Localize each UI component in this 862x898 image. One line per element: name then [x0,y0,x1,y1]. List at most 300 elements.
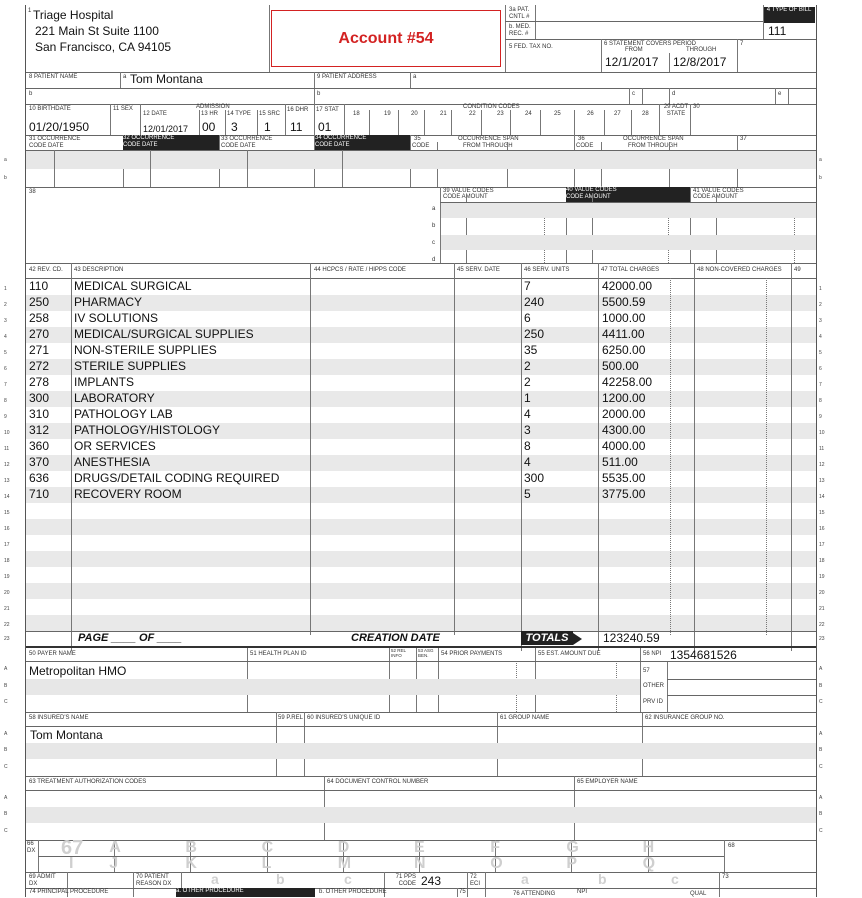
stat-label: 17 STAT [316,107,339,113]
birthdate: 01/20/1950 [29,120,90,134]
occ-row-a-right: a [819,157,822,163]
rev-code: 360 [29,439,50,453]
table-row [4,471,825,487]
row-number-right: 20 [819,590,825,596]
admit-hour: 00 [202,120,216,134]
payer-name-label: 50 PAYER NAME [29,651,76,657]
dcn-label: 64 DOCUMENT CONTROL NUMBER [327,779,429,785]
row-number-left: 15 [4,510,10,516]
total-charge: 5535.00 [602,471,646,485]
eci-a: a [521,871,529,887]
total-charge: 5500.59 [602,295,646,309]
rev-code: 310 [29,407,50,421]
row-number-right: 19 [819,574,825,580]
est-amount-label: 55 EST. AMOUNT DUE [538,651,601,657]
row-number-left: 14 [4,494,10,500]
insured-row-a-right: A [819,731,823,737]
row-number-right: 7 [819,382,822,388]
fed-tax-label: 5 FED. TAX NO. [509,44,553,50]
row-number-left: 4 [4,334,7,340]
service-units: 2 [524,359,531,373]
rel-info-label: 52 REL INFO [391,648,406,658]
dx-cell [38,856,115,872]
dx-cell [109,855,191,872]
p-rel-label: 59 P.REL [278,715,303,721]
rev-code: 110 [29,279,49,293]
ub04-claim-form [4,5,825,897]
other-procedure-a-label: a. OTHER PROCEDURE [176,888,315,897]
admit-date: 12/01/2017 [143,124,189,134]
row-number-right: 14 [819,494,825,500]
value-row-b: b [432,223,436,229]
field68-label: 68 [728,843,735,849]
unique-id-label: 60 INSURED'S UNIQUE ID [307,715,381,721]
payer-row-a-right: A [819,666,823,672]
description-label: 43 DESCRIPTION [74,267,124,273]
occ31-code-date: CODE DATE [29,143,64,149]
occ32-header [123,135,219,150]
eci-label: 72 ECI [470,874,481,887]
value40-code-amount: CODE AMOUNT [566,193,611,200]
dx-cell [261,839,344,856]
row-number-left: 11 [4,446,10,452]
occ34-label: 34 OCCURRENCE [315,135,367,141]
description: RECOVERY ROOM [74,487,182,501]
eci-c: c [671,871,679,887]
row-number-right: 18 [819,558,825,564]
description: LABORATORY [74,391,155,405]
description: PATHOLOGY/HISTOLOGY [74,423,221,437]
pps-code-label: 71 PPS CODE [395,874,416,887]
type-label: 14 TYPE [227,111,251,117]
row-23-right: 23 [819,636,825,642]
provider-address-line2: San Francisco, CA 94105 [35,40,172,54]
table-row [4,375,822,391]
insured-row-c: C [4,764,8,770]
field30-label: 30 [693,104,700,110]
value40-label: 40 VALUE CODES [566,187,617,193]
table-row [4,343,822,359]
row-number-left: 9 [4,414,7,420]
admit-dx-label: 69 ADMIT DX [29,874,56,887]
service-units: 35 [524,343,538,357]
rev-code: 270 [29,327,50,341]
occ31-label: 31 OCCURRENCE [29,136,81,142]
total-charge: 4300.00 [602,423,646,437]
service-units: 4 [524,455,531,469]
service-units: 2 [524,375,531,389]
auth-row-b-right: B [819,811,823,817]
rev-code: 300 [29,391,50,405]
statement-period-label: 6 STATEMENT COVERS PERIOD [604,41,697,47]
description: IV SOLUTIONS [74,311,159,325]
statement-from-label: FROM [625,47,643,53]
row-number-right: 6 [819,366,822,372]
cc-20: 20 [411,111,418,117]
dx-cell [337,855,420,872]
acdt-state-label: 29 ACDT STATE [663,104,689,117]
patient-name: Tom Montana [130,72,203,86]
sex-label: 11 SEX [113,106,133,112]
description: PATHOLOGY LAB [74,407,173,421]
occ33-code-date: CODE DATE [221,143,256,149]
service-units: 1 [524,391,531,405]
field38-label: 38 [29,189,36,195]
dx-letter: G [566,839,579,856]
statement-through-label: THROUGH [686,47,717,53]
account-number-box: Account #54 [271,10,501,67]
service-units: 300 [524,471,545,485]
total-charge: 1200.00 [602,391,646,405]
dx-cell [566,839,648,856]
row-number-right: 5 [819,350,822,356]
row-number-right: 15 [819,510,825,516]
table-row [4,423,825,439]
dx-cell [490,855,572,872]
row-number-left: 8 [4,398,7,404]
occ36-from-through: FROM THROUGH [628,143,678,149]
auth-row-a: A [4,795,8,801]
creation-date-label: CREATION DATE [351,632,440,644]
row-number-left: 10 [4,430,10,436]
total-charge: 3775.00 [602,487,646,501]
occ-row-b-right: b [819,175,822,181]
cc-28: 28 [642,111,649,117]
service-units: 8 [524,439,531,453]
med-rec-label: b. MED. REC. # [509,24,531,37]
occ35-code: CODE [412,143,430,149]
row-number-right: 9 [819,414,822,420]
row-number-right: 10 [819,430,825,436]
description: MEDICAL/SURGICAL SUPPLIES [74,327,254,341]
address-e: e [778,91,782,97]
cc-21: 21 [440,111,447,117]
row-number-right: 22 [819,622,825,628]
cc-22: 22 [469,111,476,117]
noncovered-label: 48 NON-COVERED CHARGES [697,267,782,273]
row-number-right: 1 [819,286,822,292]
dx-letter: O [490,855,503,872]
discharge-hour: 11 [290,120,303,134]
table-row [4,583,825,599]
total-charge: 4000.00 [602,439,646,453]
occ-row-a-left: a [4,157,7,163]
value39-code-amount: CODE AMOUNT [443,194,488,200]
row-number-right: 4 [819,334,822,340]
table-row [4,327,822,343]
total-charge: 2000.00 [602,407,646,421]
occ35-span: OCCURRENCE SPAN [458,136,519,142]
occ32-code-date: CODE DATE [123,141,158,148]
other-label: OTHER [643,683,664,689]
row-number-right: 21 [819,606,825,612]
occ36-label: 36 [578,136,585,142]
rev-code: 278 [29,375,50,389]
hcpcs-label: 44 HCPCS / RATE / HIPPS CODE [314,267,406,273]
rev-code: 250 [29,295,50,309]
rev-code: 370 [29,455,50,469]
field57-label: 57 [643,668,650,674]
table-row [4,567,825,583]
auth-row-a-right: A [819,795,823,801]
table-row [4,551,825,567]
value41-code-amount: CODE AMOUNT [693,194,738,200]
table-row [4,503,825,519]
admit-type: 3 [231,120,238,134]
total-charges-sum: 123240.59 [603,631,660,645]
row-number-left: 12 [4,462,10,468]
type-of-bill-label: 4 TYPE OF BILL [763,7,815,23]
description: DRUGS/DETAIL CODING REQUIRED [74,471,280,485]
auth-row-b: B [4,811,8,817]
npi-number: 1354681526 [670,648,737,662]
table-row [4,487,825,503]
row-number-right: 8 [819,398,822,404]
occ33-label: 33 OCCURRENCE [221,136,273,142]
table-row [4,295,822,311]
row-number-left: 22 [4,622,10,628]
table-row [4,455,825,471]
total-charge: 4411.00 [602,327,645,341]
description: ANESTHESIA [74,455,151,469]
rev-code: 258 [29,311,50,325]
row-number-left: 6 [4,366,7,372]
admit-date-label: 12 DATE [143,111,167,117]
dx-letter: J [109,855,119,872]
row-23-left: 23 [4,636,10,642]
description: PHARMACY [74,295,143,309]
serv-date-label: 45 SERV. DATE [457,267,500,273]
row-number-left: 18 [4,558,10,564]
group-name-label: 61 GROUP NAME [500,715,550,721]
dx-letter: D [337,839,350,856]
cc-26: 26 [587,111,594,117]
dx-67-ghost: 67 [61,837,84,859]
dx-cell [261,855,344,872]
row-number-right: 17 [819,542,825,548]
totals-label: TOTALS [521,631,573,645]
attending-label: 76 ATTENDING [513,891,556,897]
row-number-left: 17 [4,542,10,548]
dx-letter: F [490,839,500,856]
employer-label: 65 EMPLOYER NAME [577,779,638,785]
occ36-code: CODE [576,143,594,149]
statement-from: 12/1/2017 [605,55,659,69]
payer-row-b: B [4,683,8,689]
field73-label: 73 [722,874,729,880]
dx-cell [185,839,267,856]
row-number-left: 21 [4,606,10,612]
group-no-label: 62 INSURANCE GROUP NO. [645,715,725,721]
admit-src: 1 [264,120,271,134]
table-row [4,615,825,631]
prv-id-label: PRV ID [643,699,663,705]
service-units: 6 [524,311,531,325]
patient-address-label: 9 PATIENT ADDRESS [317,74,377,80]
npi-label: 56 NPI [643,651,662,657]
patient-name-label: 8 PATIENT NAME [29,74,78,80]
principal-procedure-label: 74 PRINCIPAL PROCEDURE [29,889,109,895]
dx-letter: L [261,855,272,872]
dx-cell [642,839,725,856]
rev-cd-label: 42 REV. CD. [29,267,63,273]
row-number-left: 13 [4,478,10,484]
insured-row-b: B [4,747,8,753]
dhr-label: 16 DHR [287,107,309,113]
occ34-code-date: CODE DATE [315,141,350,148]
total-charge: 6250.00 [602,343,646,357]
address-b: b [317,91,321,97]
row-number-right: 13 [819,478,825,484]
dx-cell [109,839,191,856]
payer-name: Metropolitan HMO [29,664,127,678]
rev-code: 271 [29,343,50,357]
rev-code: 312 [29,423,50,437]
description: IMPLANTS [74,375,135,389]
occ34-header [315,135,410,150]
value-row-a: a [432,206,436,212]
dx-label: 66 DX [27,841,36,854]
occ37-label: 37 [740,136,747,142]
reason-dx-a: a [211,871,219,887]
description: OR SERVICES [74,439,156,453]
total-charge: 42258.00 [602,375,653,389]
attending-npi-label: NPI [577,889,588,895]
field75-label: 75 [459,889,466,895]
service-units: 5 [524,487,531,501]
reason-dx-label: 70 PATIENT REASON DX [136,874,172,887]
dx-letter: K [185,855,197,872]
total-charge: 500.00 [602,359,639,373]
service-units: 240 [524,295,545,309]
other-procedure-b-label: b. OTHER PROCEDURE [319,889,387,895]
row-number-left: 7 [4,382,7,388]
service-units: 7 [524,279,531,293]
occ35-label: 35 [414,136,421,142]
condition-codes-label: CONDITION CODES [463,104,520,110]
row-number-left: 16 [4,526,10,532]
description: STERILE SUPPLIES [74,359,187,373]
rev-code: 272 [29,359,50,373]
dx-letter: E [414,839,425,856]
row-number-left: 20 [4,590,10,596]
birthdate-label: 10 BIRTHDATE [29,106,71,112]
admission-label: ADMISSION [196,104,230,110]
patient-status: 01 [318,120,332,134]
table-row [4,311,822,327]
row-number-right: 12 [819,462,825,468]
occ35-from-through: FROM THROUGH [463,143,513,149]
insured-row-a: A [4,731,8,737]
service-units: 250 [524,327,545,341]
rev-code: 636 [29,471,50,485]
dx-cell [414,855,496,872]
dx-cell [185,855,267,872]
table-row [4,391,822,407]
cc-23: 23 [497,111,504,117]
table-row [4,535,825,551]
row-number-left: 5 [4,350,7,356]
service-units: 4 [524,407,531,421]
provider-label: 1 [28,8,32,14]
insured-name-label: 58 INSURED'S NAME [29,715,89,721]
total-charge: 511.00 [602,455,638,469]
row-number-left: 2 [4,302,7,308]
dx-letter: C [261,839,274,856]
health-plan-label: 51 HEALTH PLAN ID [250,651,307,657]
table-row [4,439,825,455]
reason-dx-c: c [344,871,352,887]
serv-units-label: 46 SERV. UNITS [524,267,570,273]
row-number-left: 3 [4,318,7,324]
total-charge: 42000.00 [602,279,653,293]
provider-address-line1: 221 Main St Suite 1100 [35,24,159,38]
table-row [4,407,822,423]
total-charges-label: 47 TOTAL CHARGES [601,267,660,273]
row-number-right: 16 [819,526,825,532]
service-units: 3 [524,423,531,437]
dx-letter: N [414,855,426,872]
value41-label: 41 VALUE CODES [693,188,744,194]
field49-label: 49 [794,267,801,273]
src-label: 15 SRC [259,111,281,117]
cc-25: 25 [554,111,561,117]
description: NON-STERILE SUPPLIES [74,343,217,357]
total-charge: 1000.00 [602,311,646,325]
cc-24: 24 [525,111,532,117]
auth-row-c: C [4,828,8,834]
occ-row-b-left: b [4,175,7,181]
auth-codes-label: 63 TREATMENT AUTHORIZATION CODES [29,779,147,785]
insured-row-b-right: B [819,747,823,753]
payer-row-b-right: B [819,683,823,689]
dx-cell [337,839,420,856]
dx-letter: H [642,839,655,856]
cc-19: 19 [384,111,391,117]
value39-label: 39 VALUE CODES [443,188,494,194]
row-number-right: 3 [819,318,822,324]
eci-b: b [598,871,607,887]
address-c: c [632,91,635,97]
auth-row-c-right: C [819,828,823,834]
dx-letter: P [566,855,578,872]
field7-label: 7 [740,41,744,47]
statement-through: 12/8/2017 [673,55,727,69]
rev-code: 710 [29,487,50,501]
payer-row-a: A [4,666,8,672]
patient-b: b [29,91,33,97]
occ32-label: 32 OCCURRENCE [123,135,175,141]
row-number-right: 2 [819,302,822,308]
dx-letter: M [337,855,352,872]
dx-cell [490,839,572,856]
dx-cell [642,855,725,872]
provider-name: Triage Hospital [33,8,114,22]
value40-header [566,187,690,202]
patient-name-prefix: a [123,74,127,80]
table-row [4,519,825,535]
page-of-label: PAGE ____ OF ____ [78,632,182,644]
value-row-c: c [432,240,435,246]
hr-label: 13 HR [201,111,219,117]
cc-18: 18 [353,111,360,117]
insured-name: Tom Montana [30,728,103,742]
address-d: d [672,91,676,97]
row-number-left: 19 [4,574,10,580]
value-row-d: d [432,257,436,263]
dx-letter: A [109,839,121,856]
row-number-left: 1 [4,286,7,292]
